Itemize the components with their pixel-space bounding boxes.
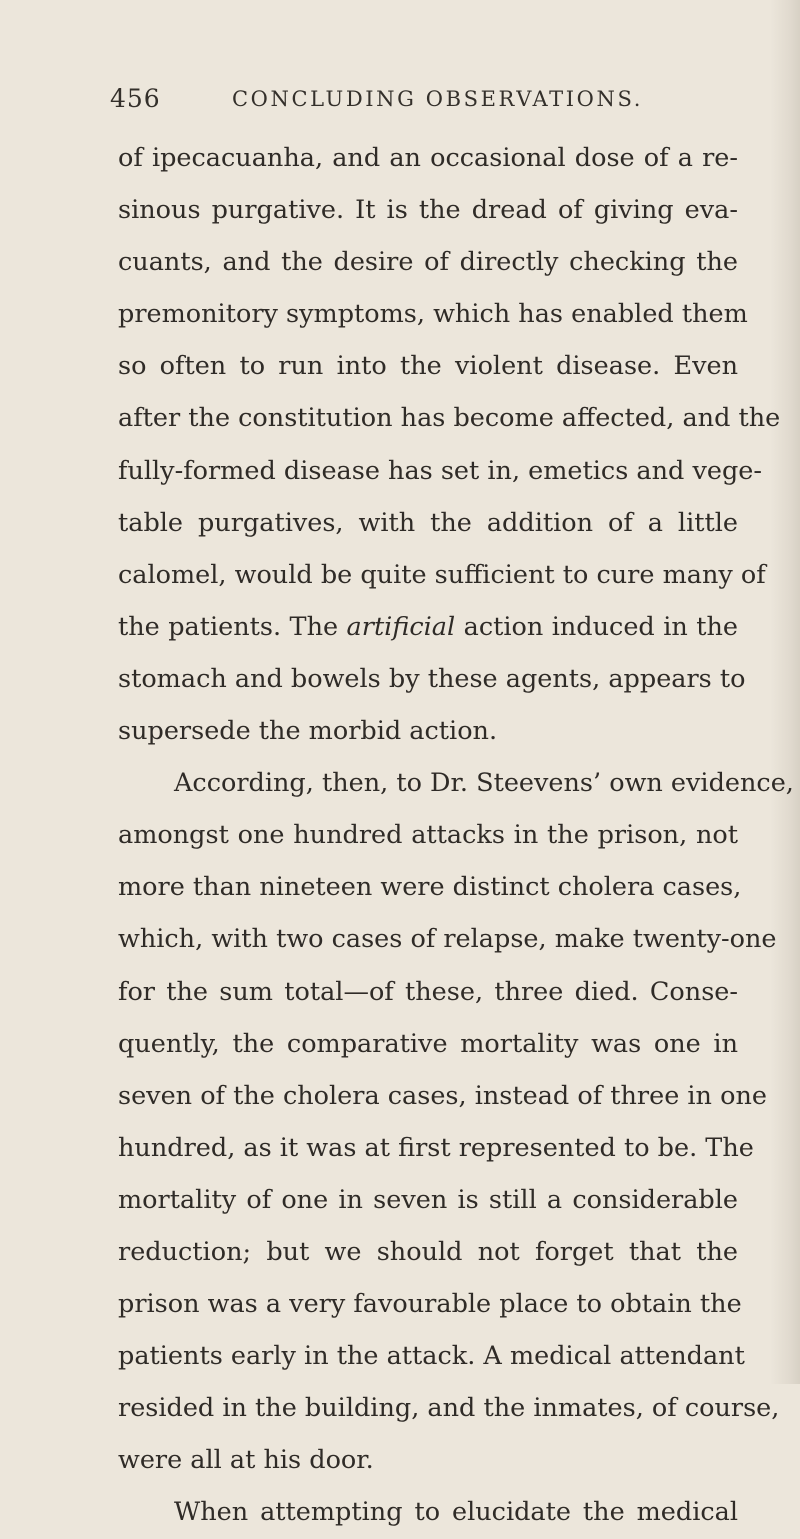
italic-word: artificial [346, 611, 456, 642]
text-line: quently, the comparative mortality was one in [118, 1028, 738, 1059]
text-line: stomach and bowels by these agents, appears to [118, 663, 746, 694]
text-line: which, with two cases of relapse, make twenty-one [118, 924, 777, 955]
text-line: resided in the building, and the inmates, of course, [118, 1393, 780, 1424]
page-number: 456 [110, 84, 161, 113]
text-segment: the patients. The [118, 611, 347, 642]
text-line: seven of the cholera cases, instead of three in one [118, 1080, 767, 1111]
text-line: patients early in the attack. A medical attendant [118, 1341, 745, 1372]
text-line: calomel, would be quite sufficient to cure many of [118, 559, 766, 590]
text-line-with-italic [118, 601, 738, 653]
text-line: premonitory symptoms, which has enabled them [118, 299, 748, 330]
paragraph-start-line: According, then, to Dr. Steevens’ own evidence, [174, 768, 794, 799]
text-line: after the constitution has become affected, and the [118, 403, 781, 434]
page-header [110, 84, 750, 120]
body-text [118, 132, 794, 1539]
text-line: of ipecacuanha, and an occasional dose of a re- [118, 143, 738, 173]
paragraph-start-line: When attempting to elucidate the medical [174, 1497, 738, 1528]
paragraph-end-line: were all at his door. [118, 1445, 374, 1476]
text-line: sinous purgative. It is the dread of giving eva- [118, 195, 738, 226]
text-line: fully-formed disease has set in, emetics and vege- [118, 455, 762, 486]
text-line: mortality of one in seven is still a considerable [118, 1184, 738, 1215]
text-line: so often to run into the violent disease. Even [118, 351, 738, 382]
text-line: for the sum total—of these, three died. Conse- [118, 976, 738, 1007]
text-line: more than nineteen were distinct cholera cases, [118, 872, 742, 903]
text-line: prison was a very favourable place to obtain the [118, 1289, 742, 1320]
text-segment: action induced in the [455, 611, 739, 642]
text-line: reduction; but we should not forget that the [118, 1236, 738, 1267]
text-line: table purgatives, with the addition of a little [118, 507, 738, 538]
paragraph-end-line: supersede the morbid action. [118, 716, 498, 747]
running-head: CONCLUDING OBSERVATIONS. [232, 87, 643, 111]
text-line: cuants, and the desire of directly checking the [118, 247, 738, 278]
text-line: amongst one hundred attacks in the prison, not [118, 820, 738, 851]
text-line: hundred, as it was at first represented to be. The [118, 1132, 754, 1163]
